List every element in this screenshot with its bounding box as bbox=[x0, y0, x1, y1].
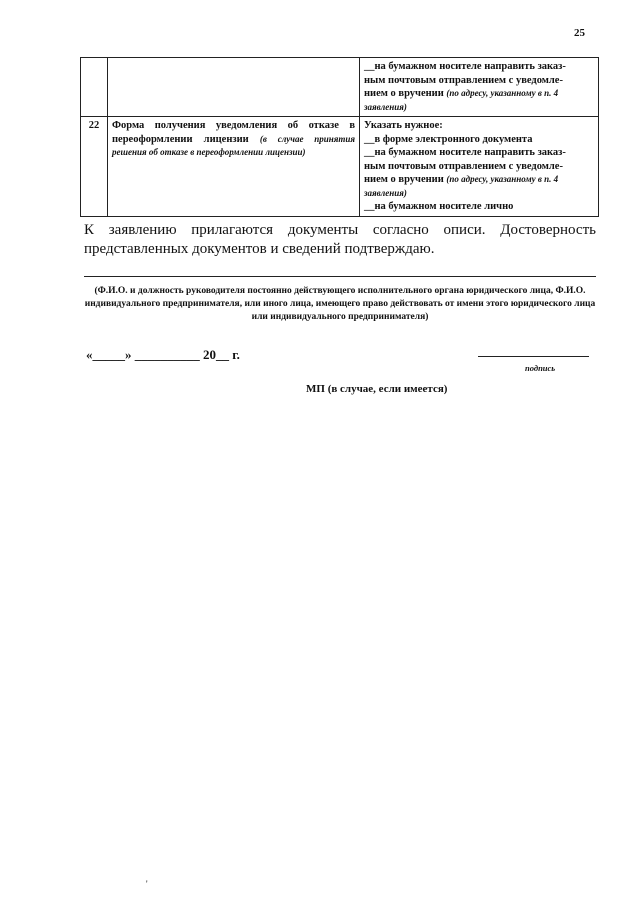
option-text: __на бумажном носителе направить заказ- bbox=[364, 147, 566, 158]
name-signature-line bbox=[84, 276, 596, 277]
application-form-table bbox=[80, 57, 599, 217]
page-number: 25 bbox=[574, 27, 585, 39]
field-value-cell bbox=[360, 58, 599, 117]
option-text-part: нием о вручении bbox=[364, 88, 444, 99]
date-field: «_____» __________ 20__ г. bbox=[86, 347, 240, 362]
field-name: Форма получения уведомления об отказе в переоформлении лицензии bbox=[112, 120, 355, 145]
option-text: ным почтовым отправлением с уведомле- bbox=[364, 160, 563, 172]
option-heading: Указать нужное: bbox=[364, 120, 443, 131]
field-note: (в случае принятия решения об отказе в переоформлении лицензии) bbox=[112, 133, 356, 157]
table-row bbox=[81, 117, 599, 217]
option-text: __в форме электронного документа bbox=[364, 133, 533, 145]
option-text: __на бумажном носителе направить заказ- bbox=[364, 61, 566, 72]
stamp-note: МП (в случае, если имеется) bbox=[306, 383, 448, 395]
option-note: (по адресу, указанному в п. 4 bbox=[446, 88, 559, 98]
field-value-cell bbox=[360, 117, 599, 217]
row-number-cell: 22 bbox=[81, 117, 108, 217]
option-text: ным почтовым отправлением с уведомле- bbox=[364, 74, 563, 86]
option-text-part: нием о вручении bbox=[364, 174, 444, 185]
attachments-statement: К заявлению прилагаются документы согласно описи. Достоверность представленных документов и сведений подтверждаю. bbox=[84, 222, 596, 257]
option-text: __на бумажном носителе лично bbox=[364, 201, 514, 212]
table-row bbox=[81, 58, 599, 117]
option-text bbox=[364, 87, 594, 101]
scan-mark: ' bbox=[146, 879, 148, 889]
field-name-cell bbox=[108, 117, 360, 217]
signature-label: подпись bbox=[525, 363, 556, 373]
option-note: заявления) bbox=[364, 101, 407, 112]
option-note: заявления) bbox=[364, 187, 407, 198]
signature-line bbox=[478, 356, 589, 357]
option-note: (по адресу, указанному в п. 4 bbox=[446, 174, 559, 184]
field-name-cell bbox=[108, 58, 360, 117]
option-text bbox=[364, 173, 594, 187]
name-position-caption: (Ф.И.О. и должность руководителя постоянно действующего исполнительного органа юридического лица, Ф.И.О. индивидуального предпринимателя, или иного лица, имеющего право действовать от имени этого юридического лица или индивидуального предпринимателя) bbox=[84, 286, 596, 322]
row-number-cell bbox=[81, 58, 108, 117]
